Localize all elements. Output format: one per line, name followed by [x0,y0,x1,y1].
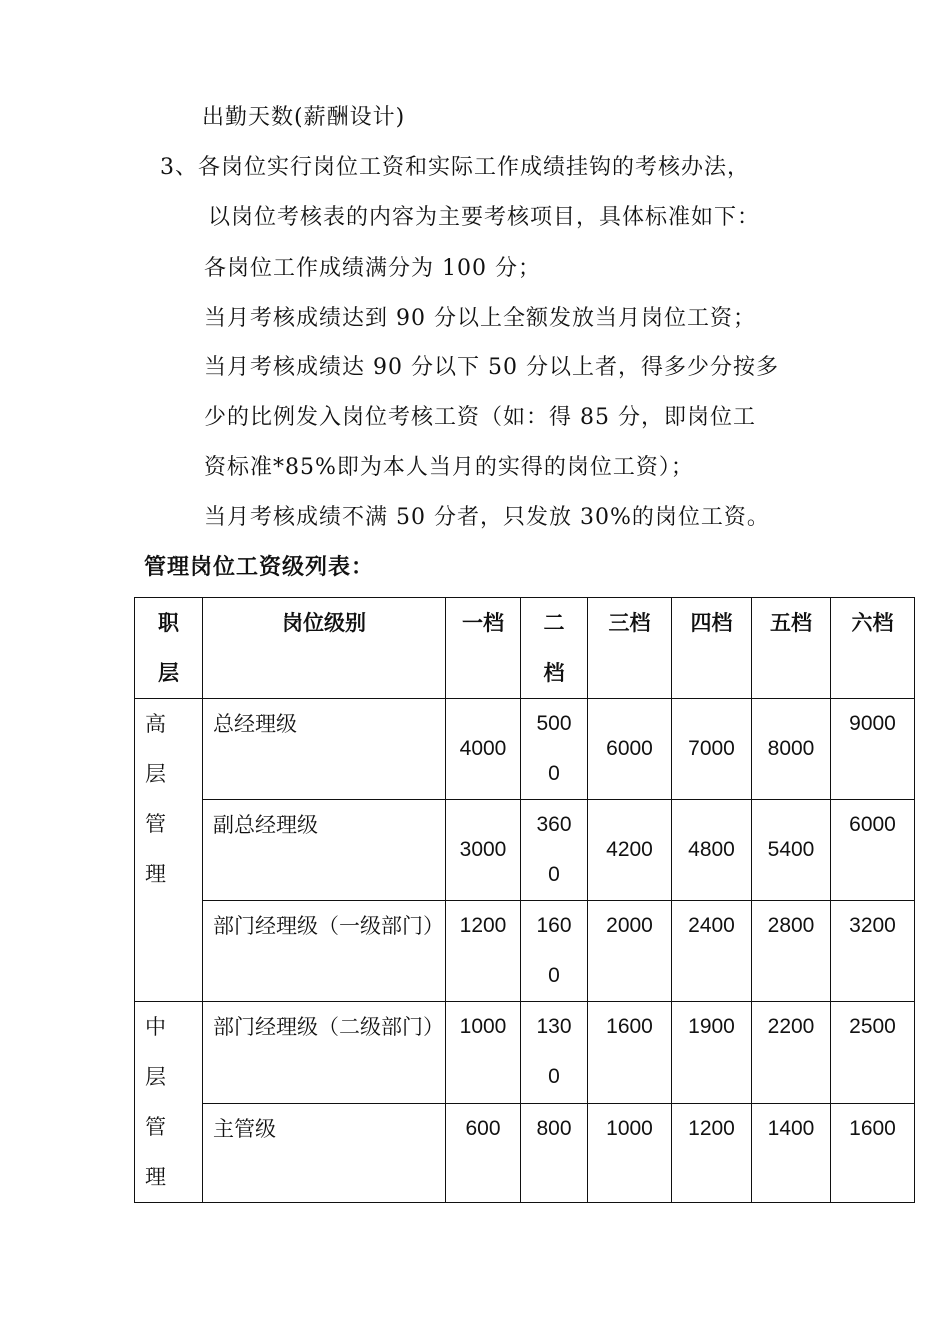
value-cell: 8000 [752,699,831,800]
table-row [135,1002,915,1104]
table-row [135,699,915,800]
table-header-row [135,598,915,699]
value-cell: 600 [446,1104,521,1203]
value-cell: 2800 [752,901,831,1002]
paragraph-line: 当月考核成绩达到 90 分以上全额发放当月岗位工资； [204,306,756,331]
value-cell: 800 [521,1104,588,1203]
table-row [135,800,915,901]
value-cell: 9000 [831,699,915,800]
header-layer: 职层 [135,598,203,699]
value-cell: 1200 [672,1104,752,1203]
value-cell: 1900 [672,1002,752,1104]
paragraph-line: 出勤天数(薪酬设计) [202,105,406,130]
value-cell: 6000 [588,699,672,800]
paragraph-line: 3、各岗位实行岗位工资和实际工作成绩挂钩的考核办法， [160,155,750,180]
paragraph-line: 以岗位考核表的内容为主要考核项目，具体标准如下： [208,205,761,230]
position-cell: 部门经理级（一级部门） [203,901,446,1002]
value-cell: 4200 [588,800,672,901]
value-cell: 3200 [831,901,915,1002]
position-cell: 总经理级 [203,699,446,800]
value-cell: 2200 [752,1002,831,1104]
table-row [135,901,915,1002]
value-cell: 6000 [831,800,915,901]
value-cell: 2400 [672,901,752,1002]
header-grade-3: 三档 [588,598,672,699]
value-cell: 1600 [521,901,588,1002]
value-cell: 4800 [672,800,752,901]
paragraph-line: 少的比例发入岗位考核工资（如：得 85 分，即岗位工 [204,405,756,430]
header-grade-6: 六档 [831,598,915,699]
position-cell: 部门经理级（二级部门） [203,1002,446,1104]
value-cell: 1200 [446,901,521,1002]
position-cell: 主管级 [203,1104,446,1203]
value-cell: 3000 [446,800,521,901]
layer-cell-middle: 中层管理 [135,1002,203,1203]
value-cell: 1400 [752,1104,831,1203]
salary-table [134,597,915,1203]
header-grade-1: 一档 [446,598,521,699]
header-grade-2: 二档 [521,598,588,699]
value-cell: 1000 [588,1104,672,1203]
header-grade-4: 四档 [672,598,752,699]
header-grade-5: 五档 [752,598,831,699]
value-cell: 3600 [521,800,588,901]
value-cell: 1600 [831,1104,915,1203]
position-cell: 副总经理级 [203,800,446,901]
value-cell: 7000 [672,699,752,800]
value-cell: 1300 [521,1002,588,1104]
paragraph-line: 资标准*85%即为本人当月的实得的岗位工资）； [204,455,694,480]
paragraph-line: 当月考核成绩不满 50 分者，只发放 30%的岗位工资。 [204,505,770,530]
value-cell: 5000 [521,699,588,800]
layer-cell-senior: 高层管理 [135,699,203,1002]
value-cell: 2500 [831,1002,915,1104]
value-cell: 4000 [446,699,521,800]
header-position: 岗位级别 [203,598,446,699]
value-cell: 1000 [446,1002,521,1104]
table-row [135,1104,915,1203]
value-cell: 5400 [752,800,831,901]
value-cell: 2000 [588,901,672,1002]
paragraph-line: 各岗位工作成绩满分为 100 分； [204,256,541,281]
paragraph-line: 当月考核成绩达 90 分以下 50 分以上者，得多少分按多 [204,355,779,380]
value-cell: 1600 [588,1002,672,1104]
table-title: 管理岗位工资级列表： [144,555,375,580]
